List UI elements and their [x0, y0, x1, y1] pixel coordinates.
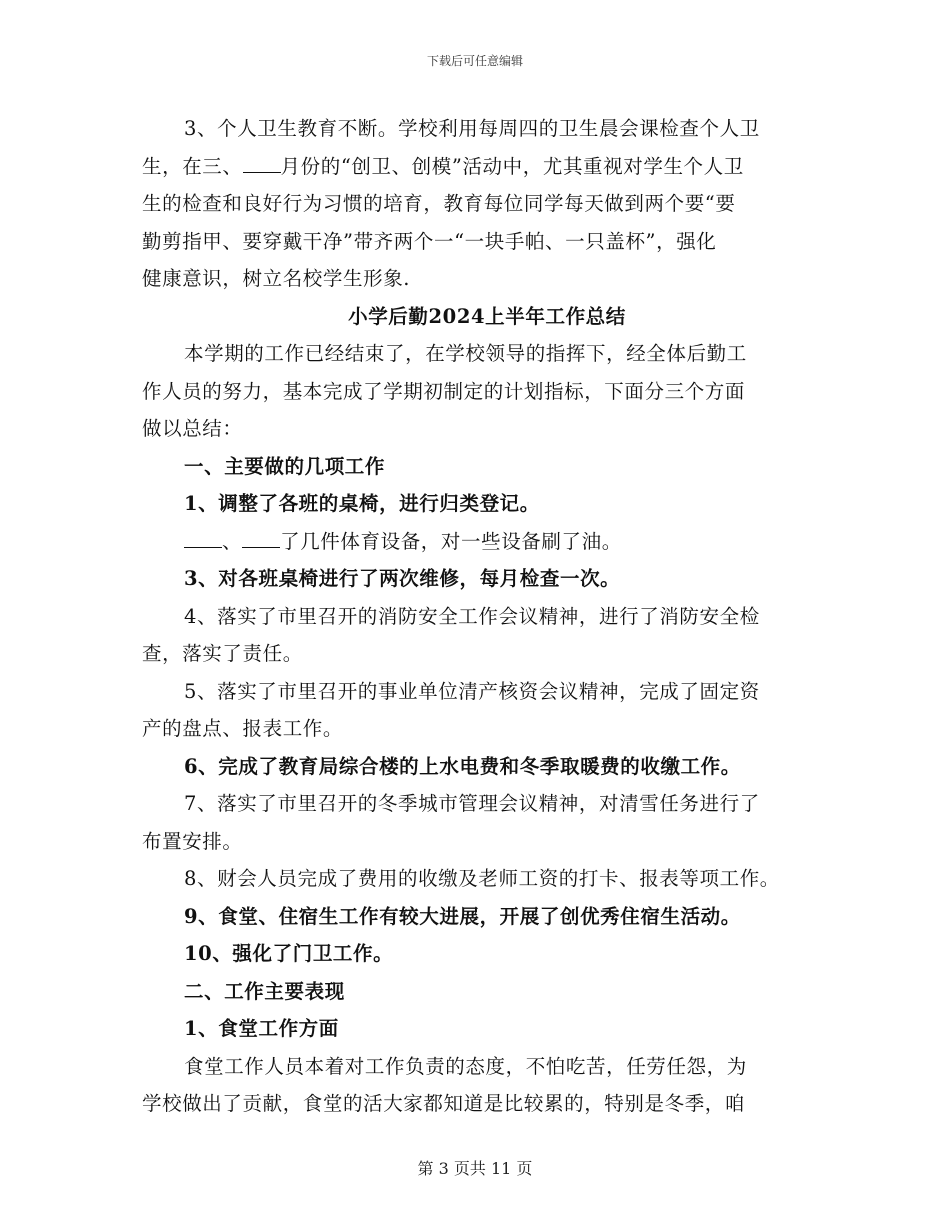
heading-line: 1、食堂工作方面 [184, 1017, 339, 1040]
paragraph-line: 4、落实了市里召开的消防安全工作会议精神，进行了消防安全检 [184, 604, 760, 628]
paragraph-line: 作人员的努力，基本完成了学期初制定的计划指标，下面分三个方面 [142, 379, 746, 403]
paragraph-line: 做以总结： [142, 417, 243, 440]
fill-blank [242, 528, 280, 548]
section-title: 小学后勤2024上半年工作总结 [348, 304, 626, 328]
paragraph-line: 本学期的工作已经结束了，在学校领导的指挥下，经全体后勤工 [184, 342, 747, 365]
paragraph-line [142, 148, 832, 186]
heading-line: 二、工作主要表现 [184, 979, 345, 1003]
paragraph-line: 产的盘点、报表工作。 [142, 717, 344, 740]
heading-line: 6、完成了教育局综合楼的上水电费和冬季取暖费的收缴工作。 [184, 754, 741, 778]
page-footer: 第 3 页共 11 页 [417, 1159, 533, 1178]
paragraph-line: 勤剪指甲、要穿戴干净”带齐两个一“一块手帕、一只盖杯”，强化 [142, 229, 717, 253]
fill-blank [243, 153, 281, 173]
heading-line: 一、主要做的几项工作 [184, 454, 386, 478]
heading-line: 10、强化了门卫工作。 [184, 942, 394, 965]
line-text: 生，在三、 [142, 154, 243, 178]
paragraph-line: 布置安排。 [142, 829, 243, 853]
paragraph-line: 5、落实了市里召开的事业单位清产核资会议精神，完成了固定资 [184, 679, 760, 703]
heading-line: 3、对各班桌椅进行了两次维修，每月检查一次。 [184, 567, 621, 590]
document-body [142, 110, 832, 1123]
paragraph-line: 查，落实了责任。 [142, 642, 303, 665]
paragraph-line: 健康意识，树立名校学生形象. [142, 267, 411, 290]
paragraph-line: 3、个人卫生教育不断。学校利用每周四的卫生晨会课检查个人卫 [184, 117, 760, 140]
line-text: 月份的“创卫、创模”活动中，尤其重视对学生个人卫 [280, 154, 744, 178]
line-text: 、 [222, 529, 243, 553]
paragraph-line: 学校做出了贡献，食堂的活大家都知道是比较累的，特别是冬季，咱 [142, 1092, 746, 1115]
fill-blank [184, 528, 222, 548]
heading-line: 1、调整了各班的桌椅，进行归类登记。 [184, 492, 540, 515]
line-text: 了几件体育设备，对一些设备刷了油。 [280, 529, 622, 553]
paragraph-line: 7、落实了市里召开的冬季城市管理会议精神，对清雪任务进行了 [184, 792, 760, 815]
paragraph-line: 8、财会人员完成了费用的收缴及老师工资的打卡、报表等项工作。 [184, 867, 780, 890]
paragraph-line: 食堂工作人员本着对工作负责的态度，不怕吃苦，任劳任怨，为 [184, 1054, 747, 1078]
heading-line: 9、食堂、住宿生工作有较大进展，开展了创优秀住宿生活动。 [184, 904, 741, 928]
page-header: 下载后可任意编辑 [426, 54, 523, 68]
paragraph-line: 生的检查和良好行为习惯的培育，教育每位同学每天做到两个要“要 [142, 192, 736, 215]
paragraph-line [142, 523, 832, 561]
